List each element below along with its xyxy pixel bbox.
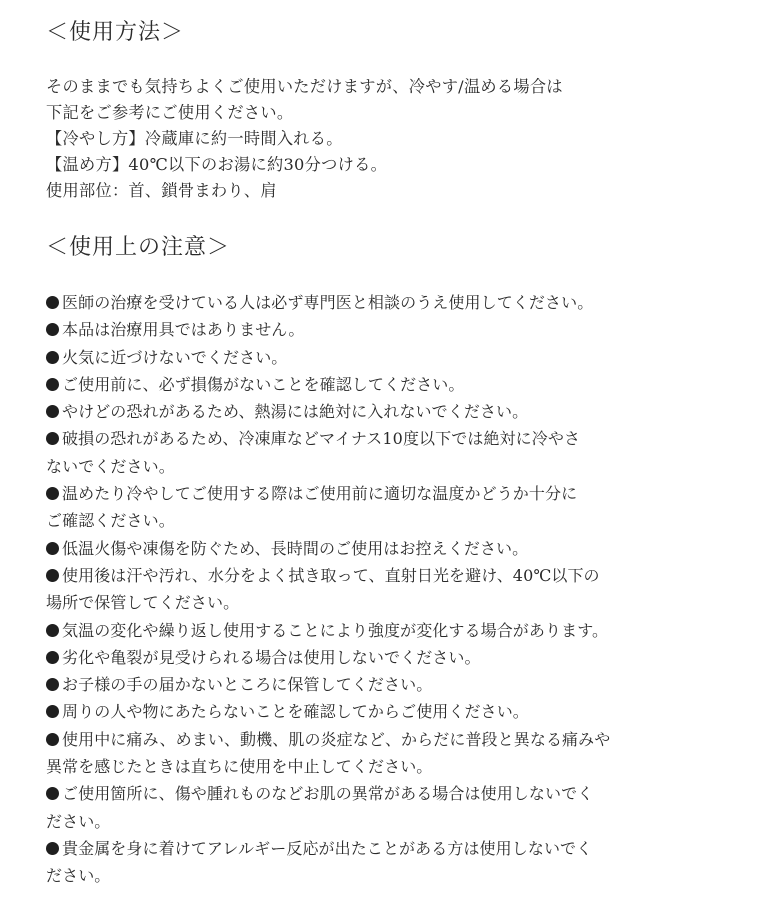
bullet-icon bbox=[46, 705, 59, 718]
caution-item bbox=[46, 562, 766, 617]
cautions-heading: ＜使用上の注意＞ bbox=[46, 235, 231, 260]
caution-text: 破損の恐れがあるため、冷凍庫などマイナス10度以下では絶対に冷やさ bbox=[62, 429, 581, 449]
caution-item bbox=[46, 535, 766, 562]
caution-row bbox=[46, 671, 766, 698]
bullet-icon bbox=[46, 651, 59, 664]
caution-text: 使用後は汗や汚れ、水分をよく拭き取って、直射日光を避け、40℃以下の bbox=[62, 565, 600, 585]
caution-item bbox=[46, 398, 766, 425]
bullet-icon bbox=[46, 487, 59, 500]
caution-text: 医師の治療を受けている人は必ず専門医と相談のうえ使用してください。 bbox=[62, 293, 594, 312]
caution-text-continued: ださい。 bbox=[46, 866, 111, 886]
caution-text: 本品は治療用具ではありません。 bbox=[62, 320, 305, 340]
caution-text: 使用中に痛み、めまい、動機、肌の炎症など、からだに普段と異なる痛みや bbox=[62, 729, 611, 749]
usage-instructions bbox=[46, 74, 766, 204]
caution-row bbox=[46, 480, 766, 507]
caution-text: 貴金属を身に着けてアレルギー反応が出たことがある方は使用しないでく bbox=[62, 838, 593, 858]
caution-text: お子様の手の届かないところに保管してください。 bbox=[62, 675, 433, 695]
bullet-icon bbox=[46, 432, 59, 445]
caution-text: やけどの恐れがあるため、熱湯には絶対に入れないでください。 bbox=[62, 402, 529, 422]
caution-text: ご使用前に、必ず損傷がないことを確認してください。 bbox=[62, 374, 465, 394]
bullet-icon bbox=[46, 351, 59, 364]
caution-text: ご使用箇所に、傷や腫れものなどお肌の異常がある場合は使用しないでく bbox=[62, 784, 594, 804]
caution-text-continued: ださい。 bbox=[46, 811, 111, 831]
cautions-list bbox=[46, 289, 766, 890]
bullet-icon bbox=[46, 842, 59, 855]
bullet-icon bbox=[46, 378, 59, 391]
caution-text: 劣化や亀裂が見受けられる場合は使用しないでください。 bbox=[62, 647, 481, 667]
caution-item bbox=[46, 289, 766, 316]
caution-row bbox=[46, 371, 766, 398]
caution-text-continued: ご確認ください。 bbox=[46, 511, 175, 531]
caution-item bbox=[46, 780, 766, 835]
caution-item bbox=[46, 671, 766, 698]
caution-text: 気温の変化や繰り返し使用することにより強度が変化する場合があります。 bbox=[62, 620, 609, 640]
caution-item bbox=[46, 617, 766, 644]
caution-item bbox=[46, 344, 766, 371]
usage-area-line: 使用部位：首、鎖骨まわり、肩 bbox=[46, 181, 277, 200]
caution-item bbox=[46, 644, 766, 671]
caution-row bbox=[46, 535, 766, 562]
bullet-icon bbox=[46, 296, 59, 309]
bullet-icon bbox=[46, 787, 59, 800]
caution-row bbox=[46, 425, 766, 452]
caution-item bbox=[46, 316, 766, 343]
bullet-icon bbox=[46, 569, 59, 582]
bullet-icon bbox=[46, 678, 59, 691]
caution-row bbox=[46, 698, 766, 725]
warming-method-line: 【温め方】40℃以下のお湯に約30分つける。 bbox=[46, 155, 388, 174]
caution-item bbox=[46, 726, 766, 781]
caution-row bbox=[46, 726, 766, 753]
caution-text-continued: 異常を感じたときは直ちに使用を中止してください。 bbox=[46, 757, 433, 777]
caution-row bbox=[46, 398, 766, 425]
caution-row bbox=[46, 289, 766, 316]
caution-text-continued: ないでください。 bbox=[46, 456, 175, 476]
usage-line: そのままでも気持ちよくご使用いただけますが、冷やす/温める場合は bbox=[46, 77, 563, 96]
bullet-icon bbox=[46, 323, 59, 336]
bullet-icon bbox=[46, 733, 59, 746]
bullet-icon bbox=[46, 542, 59, 555]
caution-text: 温めたり冷やしてご使用する際はご使用前に適切な温度かどうか十分に bbox=[62, 484, 578, 504]
caution-row bbox=[46, 644, 766, 671]
bullet-icon bbox=[46, 624, 59, 637]
caution-text: 火気に近づけないでください。 bbox=[62, 347, 288, 367]
caution-item bbox=[46, 835, 766, 890]
caution-item bbox=[46, 371, 766, 398]
caution-row bbox=[46, 617, 766, 644]
cooling-method-line: 【冷やし方】冷蔵庫に約一時間入れる。 bbox=[46, 129, 343, 148]
usage-line: 下記をご参考にご使用ください。 bbox=[46, 103, 294, 122]
bullet-icon bbox=[46, 405, 59, 418]
caution-text-continued: 場所で保管してください。 bbox=[46, 593, 240, 613]
caution-item bbox=[46, 698, 766, 725]
caution-item bbox=[46, 425, 766, 480]
usage-heading: ＜使用方法＞ bbox=[46, 20, 185, 45]
caution-row bbox=[46, 316, 766, 343]
caution-row bbox=[46, 835, 766, 862]
caution-row bbox=[46, 344, 766, 371]
caution-text: 周りの人や物にあたらないことを確認してからご使用ください。 bbox=[62, 702, 529, 722]
caution-row bbox=[46, 562, 766, 589]
caution-item bbox=[46, 480, 766, 535]
caution-text: 低温火傷や凍傷を防ぐため、長時間のご使用はお控えください。 bbox=[62, 538, 529, 558]
caution-row bbox=[46, 780, 766, 807]
